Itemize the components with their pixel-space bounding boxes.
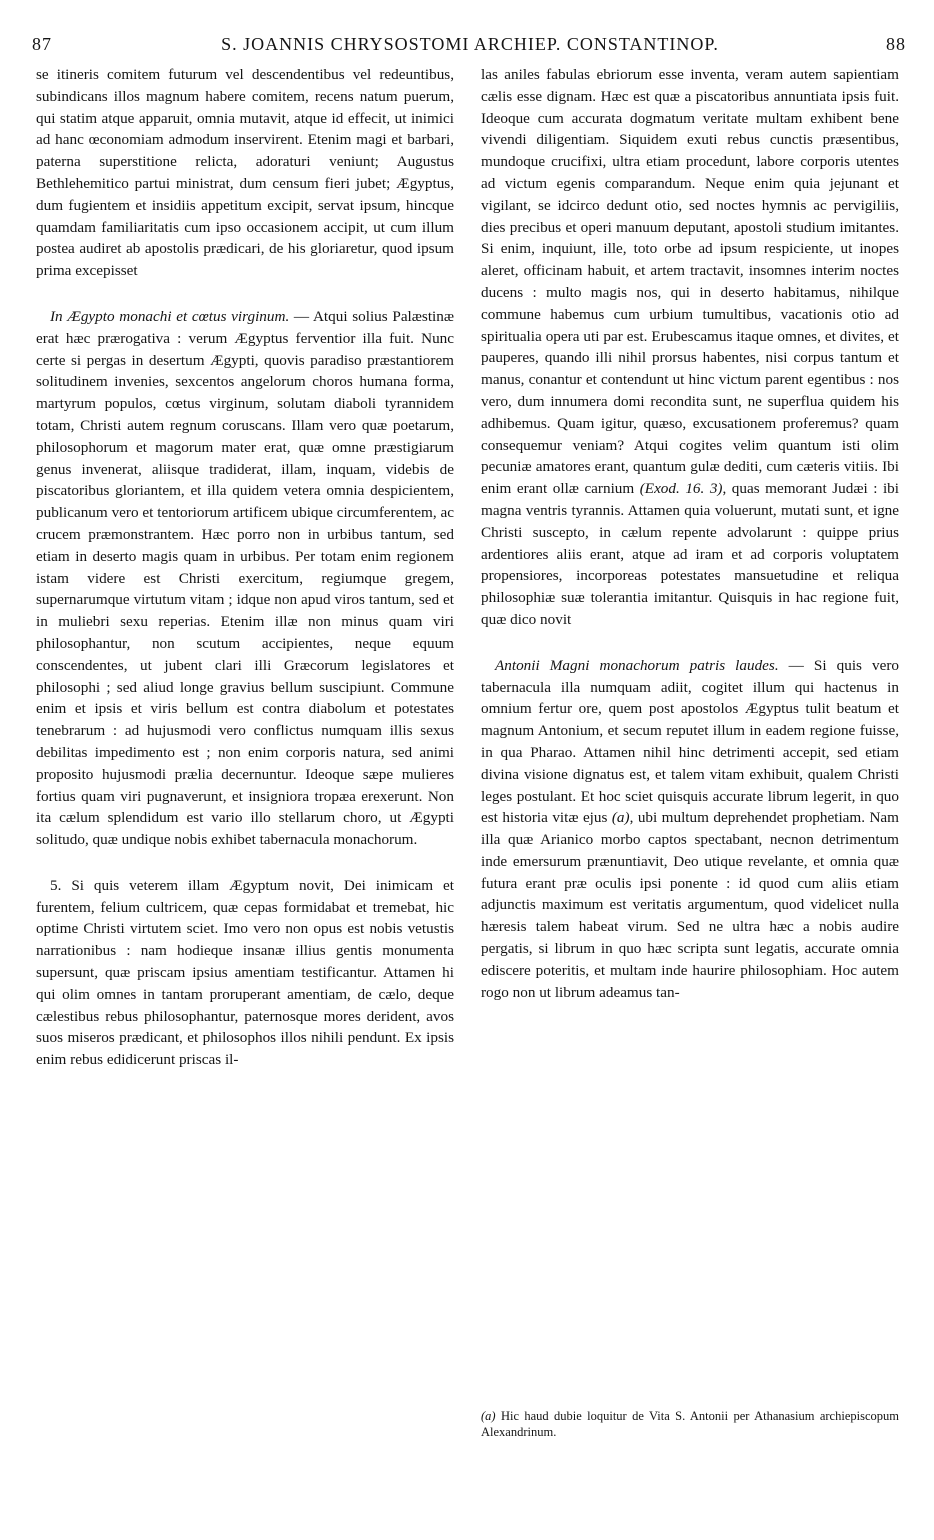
footnote-reference: (a) (611, 809, 630, 827)
right-column (481, 64, 899, 1011)
section-heading-antonius: Antonii Magni monachorum patris laudes. (495, 656, 779, 674)
left-paragraph-3: 5. Si quis veterem illam Ægyptum novit, Dei inimicam et furentem, felium cultricem, quæ cepas formidabat et tremebat, hic optime Christi virtutem sciet. Imo vero non opus est nobis vetustis narrationibus : nam hodieque insanæ illius gentis monumenta supersunt, quæ priscam ipsius amentiam testificantur. Attamen hi qui olim omnes in tantam proruperant amentiam, de cælo, deque cælestibus rebus philosophantur, paternosque mores derident, avos suos miseros prædicant, et philosophos illos nihili pendunt. Ex ipsis enim rebus edidicerunt priscas il- (36, 876, 454, 1069)
right-paragraph-1-body: las aniles fabulas ebriorum esse inventa, veram autem sapientiam cælis esse dignam. Hæc est quæ a piscatoribus annuntiata ipsis fuit. Ideoque cum accurata dogmatum veritate multam exhibent bene vivendi diligentiam. Siquidem exuti rebus cunctis præsentibus, mundoque crucifixi, ultra etiam procedunt, labore corporis utentes ad victum egenis comparandum. Neque enim quia jejunant et vigilant, se idcirco dedunt otio, sed noctes hymnis ac pervigiliis, dies precibus et operi manuum deputant, apostoli studium imitantes. Si enim, inquiunt, ille, toto orbe ad ipsum respiciente, ut inopes aleret, officinam habuit, et artem tractavit, insomnes interim noctes ducens : multo magis nos, qui in deserto habitamus, nihilque commune habemus cum urbium tumultibus, vacationis otio ad spiritualia opera uti par est. Erubescamus itaque omnes, et divites, et pauperes, quando illi nihil prorsus habentes, nisi corpus tantum et manus, conantur et contendunt ut hinc victum parent egentibus : nos vero, dum innumera domi recondita sunt, ne superflua quidem his adhibemus. Quam igitur, quæso, excusationem proferemus? quam consequemur veniam? Atqui cogites velim quantum isti olim pecuniæ amatores erant, quantum gulæ dediti, cum cæteris vitiis. Ibi enim erant ollæ carnium (481, 66, 899, 498)
scripture-reference: (Exod. 16. 3) (639, 480, 723, 498)
left-paragraph-2 (36, 306, 454, 851)
footnote-text: Hic haud dubie loquitur de Vita S. Antonii per Athanasium archiepiscopum Alexandrinum. (481, 1409, 899, 1439)
footnote-mark: (a) (481, 1409, 496, 1423)
right-paragraph-2 (481, 655, 899, 1004)
right-paragraph-1 (481, 64, 899, 631)
page-number-left: 87 (32, 34, 52, 54)
left-column (36, 64, 454, 1079)
running-header (30, 28, 910, 56)
right-paragraph-1-tail: , quas memorant Judæi : ibi magna ventris tyrannis. Attamen quia voluerunt, mutati sunt, et igne Christi suscepto, in cælum repente advolarunt : quippe prius ardentiores aliis erant, atque ad iram et ad corporis voluptatem propensiores, incorporeas potestates mansuetudine et reliqua philosophiæ suæ tolerantia imitantur. Quisquis in hac regione fuit, quæ dico novit (481, 480, 899, 628)
left-paragraph-1: se itineris comitem futurum vel descendentibus vel redeuntibus, subindicans illos magnum habere comitem, recens natum puerum, qui statim atque apparuit, omnia mutavit, atque id effecit, ut inimici ad hanc œconomiam admodum inservirent. Etenim magi et barbari, paterna superstitione relicta, adoraturi veniunt; Augustus Bethlehemitico partui ministrat, dum censum fieri jubet; Ægyptus, dum fugientem et insidiis appetitum excipit, servat ipsum, hincque quamdam familiaritatis cum ipso occasionem accipit, ut cum illum postea audiret ab apostolis prædicari, de his gloriaretur, quod ipsum prima excepisset (36, 66, 454, 280)
section-heading-egypt-monks: In Ægypto monachi et cœtus virginum. (50, 307, 290, 325)
right-paragraph-2-body-a: — Si quis vero tabernacula illa numquam adiit, cogitet illum qui hactenus in omnium fertur ore, quem post apostolos Ægyptus tulit beatum et magnum Antonium, et secum reputet illum in eadem regione fuisse, in qua Pharao. Attamen nihil hinc detrimenti accepit, sed etiam divina visione dignatus est, et talem vitam exhibuit, qualem Christi leges postulant. Et hoc sciet quisquis accurate librum legerit, in quo est historia vitæ ejus (481, 656, 899, 827)
left-paragraph-2-body: — Atqui solius Palæstinæ erat hæc prærogativa : verum Ægyptus ferventior illa fuit. Nunc certe si pergas in desertum Ægypti, quovis paradiso præstantiorem solitudinem invenies, sexcentos angelorum choros humana forma, martyrum populos, cœtus virginum, solutam diaboli tyrannidem totam, Christi autem regnum coruscans. Illam vero quæ poetarum, philosophorum et magorum mater erat, quæ omne præstigiarum genus invenerat, aliisque tradiderat, illam, inquam, videbis de piscatoribus gloriantem, et illa quidem vetera omnia despicientem, publicanum vero et tentoriorum artificem ubique circumferentem, ac crucem præmonstrantem. Hæc porro non in urbibus tantum, sed etiam in deserto magis quam in urbibus. Per totam enim regionem istam videre est Christi exercitum, regiumque gregem, supernarumque virtutum vitam ; idque non apud viros tantum, sed et in muliebri sexu reperias. Etenim illæ non minus quam viri philosophantur, non scutum accipientes, neque equum conscendentes, ut jubent clari illi Græcorum legislatores et philosophi ; sed aliud longe gravius bellum suscipiunt. Commune enim et ipsis et viris bellum est contra diabolum et potestates tenebrarum : ad hujusmodi vero conflictus numquam illis sexus debilitas impedimento est ; non enim corporis natura, sed animi proposito hujusmodi prælia decernuntur. Ideoque sæpe mulieres fortius quam viri pugnaverunt, et insigniora tropæa erexerunt. Non ita cælum splendidum est vario illo stellarum choro, ut Ægypti solitudo, quæ undique nobis exhibet tabernacula monachorum. (36, 307, 454, 849)
footnote (481, 1408, 899, 1440)
page-number-right: 88 (886, 34, 906, 54)
right-paragraph-2-body-b: , ubi multum deprehendet prophetiam. Nam illa quæ Arianico morbo captos spectabant, necnon detrimentum inde emersurum prænuntiavit, Deo utique revelante, et omnia quæ futura erant præ oculis ipsi ponente : id quod cum aliis etiam adjunctis maximum est veritatis argumentum, quod videlicet nulla hæresis talem habeat virum. Sed ne ultra hæc a nobis audire pergatis, si librum in quo hæc scripta sunt legatis, accurate omnia ediscere poteritis, et multam inde haurire philosophiam. Hoc autem rogo non ut librum adeamus tan- (481, 809, 899, 1001)
running-title: S. JOANNIS CHRYSOSTOMI ARCHIEP. CONSTANTINOP. (221, 34, 719, 54)
